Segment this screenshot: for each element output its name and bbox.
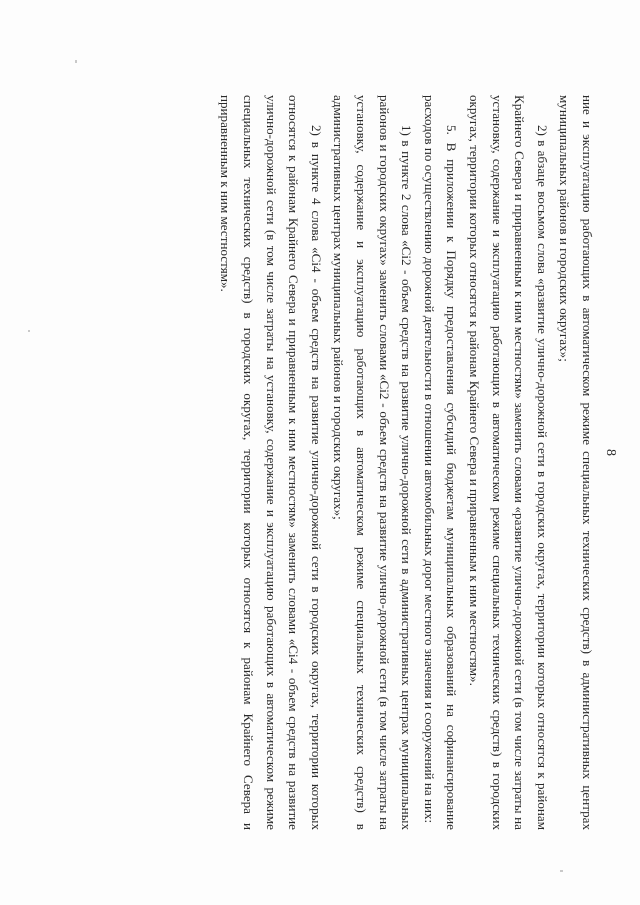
- scan-speck: [560, 870, 563, 872]
- paragraph-section-5: 5. В приложении к Порядку предоставления субсидий бюджетам муниципальных образований на софинансирование расходов по осуществлению дорожной деятельности в отношении автомобильных дорог местного значения и сооружений на них:: [421, 95, 460, 830]
- scan-speck: [75, 60, 77, 63]
- document-body: [214, 95, 598, 830]
- paragraph-item-2-punkt-4: 2) в пункте 4 слова «Ci4 - объем средств на развитие улично-дорожной сети в городских округах, территории которых относятся к районам Крайнего Севера и приравненным к ним местностям» заменить словами «Ci4 - объем средств на развитие улично-дорожной сети (в том числе затраты на установку, содержание и эксплуатацию работающих в автоматическом режиме специальных технических средств) в городских округах, территории которых относятся к районам Крайнего Севера и приравненным к ним местностям».: [218, 95, 324, 830]
- scan-speck: [28, 330, 30, 332]
- paragraph-continuation: ние и эксплуатацию работающих в автоматическом режиме специальных технических средств) в административных центрах муниципальных районов и городских округах»;: [557, 95, 595, 830]
- page-number: 8: [603, 449, 618, 456]
- paragraph-item-1-punkt-2: 1) в пункте 2 слова «Ci2 - объем средств на развитие улично-дорожной сети в административных центрах муниципальных районов и городских округах» заменить словами «Ci2 - объем средств на развитие улично-дорожной сети (в том числе затраты на установку, содержание и эксплуатацию работающих в автоматическом режиме специальных технических средств) в административных центрах муниципальных районов и городских округах»;: [331, 95, 415, 830]
- paragraph-item-2-abzac: 2) в абзаце восьмом слова «развитие улично-дорожной сети в городских округах, территории которых относятся к районам Крайнего Севера и приравненным к ним местностям» заменить словами «развитие улично-дорожной сети (в том числе затраты на установку, содержание и эксплуатацию работающих в автоматическом режиме специальных технических средств) в городских округах, территории которых относятся к районам Крайнего Севера и приравненным к ним местностям».: [467, 95, 550, 830]
